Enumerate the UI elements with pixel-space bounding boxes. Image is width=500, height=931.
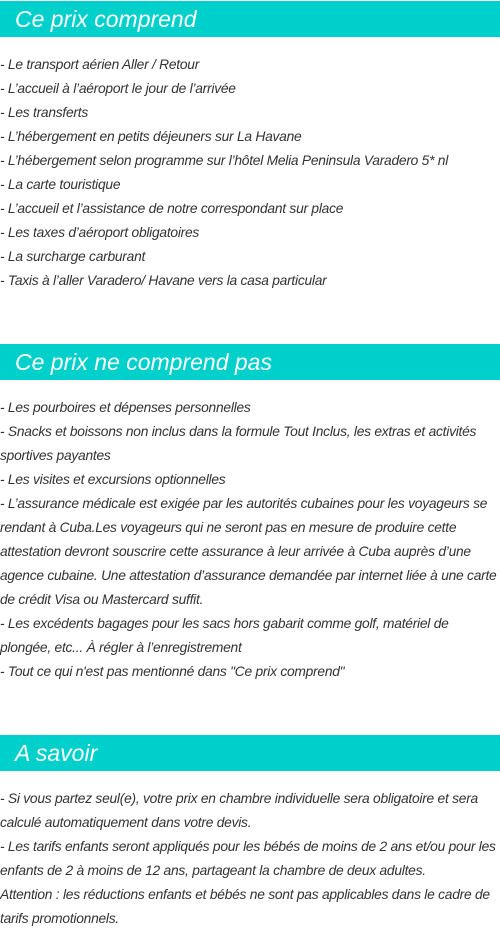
list-item: - Les tarifs enfants seront appliqués pour les bébés de moins de 2 ans et/ou pour les enfants de 2 à moins de 12 ans, partageant la chambre de deux adultes. (0, 839, 496, 878)
list-item: - L’hébergement en petits déjeuners sur La Havane (0, 129, 302, 144)
list-item: - Les transferts (0, 105, 89, 120)
section-title: Ce prix ne comprend pas (15, 349, 272, 375)
list-item: - La surcharge carburant (0, 249, 146, 264)
good-to-know-list (0, 787, 500, 931)
list-item: - Tout ce qui n'est pas mentionné dans "Ce prix comprend" (0, 664, 345, 679)
list-item: - Les excédents bagages pour les sacs hors gabarit comme golf, matériel de plongée, etc... À régler à l’enregistrement (0, 616, 449, 655)
section-title: Ce prix comprend (15, 6, 197, 32)
list-item: - L’hébergement selon programme sur l’hôtel Melia Peninsula Varadero 5* nl (0, 153, 449, 168)
list-item: - L’accueil à l’aéroport le jour de l’arrivée (0, 81, 236, 96)
list-item: - L’accueil et l’assistance de notre correspondant sur place (0, 201, 344, 216)
list-item: Attention : les réductions enfants et bébés ne sont pas applicables dans le cadre de tarifs promotionnels. (0, 887, 490, 926)
excluded-items-list (0, 396, 500, 684)
list-item: - Le transport aérien Aller / Retour (0, 57, 200, 72)
list-item: - L’assurance médicale est exigée par les autorités cubaines pour les voyageurs se rendant à Cuba.Les voyageurs qui ne seront pas en mesure de produire cette attestation devront souscrire cette assurance à leur arrivée à Cuba auprès d’une agence cubaine. Une attestation d’assurance demandée par internet liée à une carte de crédit Visa ou Mastercard suffit. (0, 496, 497, 607)
list-item: - Si vous partez seul(e), votre prix en chambre individuelle sera obligatoire et sera calculé automatiquement dans votre devis. (0, 791, 478, 830)
list-item: - La carte touristique (0, 177, 121, 192)
list-item: - Snacks et boissons non inclus dans la formule Tout Inclus, les extras et activités sportives payantes (0, 424, 477, 463)
section-title: A savoir (15, 740, 98, 766)
list-item: - Taxis à l’aller Varadero/ Havane vers la casa particular (0, 273, 327, 288)
section-header-good-to-know (0, 735, 500, 771)
list-item: - Les taxes d’aéroport obligatoires (0, 225, 200, 240)
section-header-price-includes (0, 1, 500, 37)
list-item: - Les visites et excursions optionnelles (0, 472, 226, 487)
list-item: - Les pourboires et dépenses personnelles (0, 400, 251, 415)
included-items-list (0, 53, 500, 293)
section-header-price-excludes (0, 344, 500, 380)
